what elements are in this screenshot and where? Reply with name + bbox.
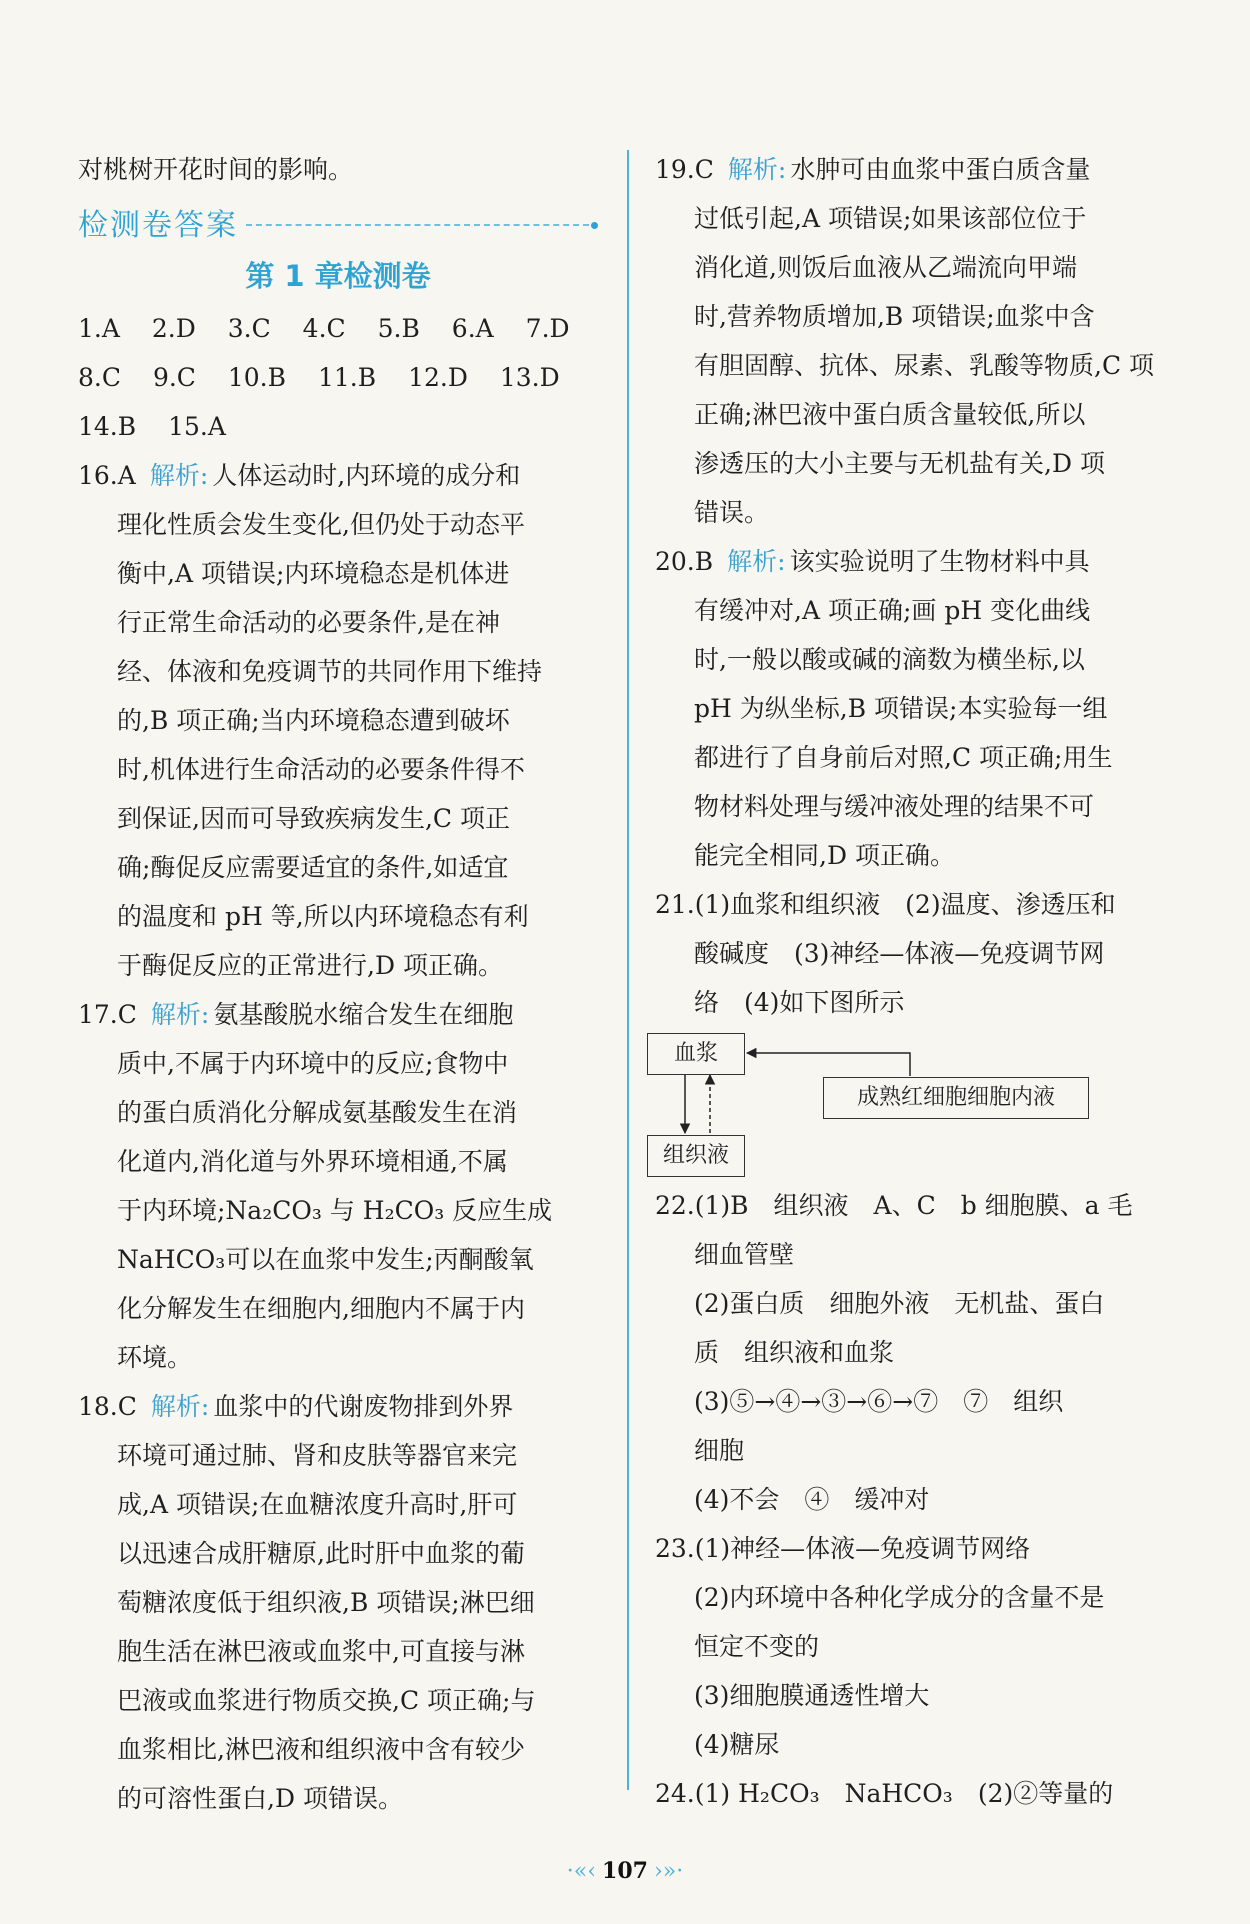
answer-24-head: 24.(1) H₂CO₃ NaHCO₃ (2)②等量的: [655, 1779, 1114, 1808]
answer-text: 萄糖浓度低于组织液,B 项错误;淋巴细: [117, 1588, 535, 1617]
answer-text: 氨基酸脱水缩合发生在细胞: [213, 1000, 514, 1029]
answer-17-head: [78, 990, 598, 1039]
choice-answer: 9.C: [152, 363, 196, 392]
answer-text: 恒定不变的: [694, 1632, 820, 1661]
answer-text: 化道内,消化道与外界环境相通,不属: [117, 1147, 508, 1176]
answer-text: 于内环境;Na₂CO₃ 与 H₂CO₃ 反应生成: [117, 1196, 553, 1225]
answer-text: 的温度和 pH 等,所以内环境稳态有利: [117, 902, 529, 931]
right-chevrons-icon: ›»·: [653, 1859, 684, 1884]
answer-text: 的,B 项正确;当内环境稳态遭到破坏: [117, 706, 510, 735]
answer-text: 正确;淋巴液中蛋白质含量较低,所以: [694, 400, 1086, 429]
choice-answer: 5.B: [377, 314, 420, 343]
analysis-label: 解析:: [727, 155, 787, 184]
answer-text: 的可溶性蛋白,D 项错误。: [117, 1784, 403, 1813]
answer-text: 确;酶促反应需要适宜的条件,如适宜: [117, 853, 509, 882]
analysis-label: 解析:: [727, 547, 786, 576]
answer-20-head: [655, 537, 1175, 586]
answer-text: (4)不会 ④ 缓冲对: [694, 1485, 930, 1514]
answer-text: pH 为纵坐标,B 项错误;本实验每一组: [694, 694, 1108, 723]
answer-18-head: [78, 1382, 598, 1431]
answer-text: 人体运动时,内环境的成分和: [212, 461, 521, 490]
answer-text: 化分解发生在细胞内,细胞内不属于内: [117, 1294, 525, 1323]
answer-text: 细血管壁: [694, 1240, 795, 1269]
section-header: [78, 196, 598, 248]
answer-text: 时,一般以酸或碱的滴数为横坐标,以: [694, 645, 1085, 674]
column-divider: [627, 150, 629, 1790]
answer-text: (3)⑤→④→③→⑥→⑦ ⑦ 组织: [694, 1387, 1064, 1416]
answer-text: 以迅速合成肝糖原,此时肝中血浆的葡: [117, 1539, 525, 1568]
choice-answer: 14.B: [78, 412, 137, 441]
answer-text: 到保证,因而可导致疾病发生,C 项正: [117, 804, 510, 833]
answer-number: 16.A: [78, 461, 136, 490]
answer-text: (4)糖尿: [694, 1730, 780, 1759]
plasma-box: 血浆: [647, 1033, 745, 1075]
answer-text: 能完全相同,D 项正确。: [694, 841, 955, 870]
answer-text: 时,营养物质增加,B 项错误;血浆中含: [694, 302, 1095, 331]
choice-answer: 15.A: [168, 412, 226, 441]
answer-text: 于酶促反应的正常进行,D 项正确。: [117, 951, 503, 980]
choice-row: [78, 353, 598, 402]
choice-answer: 4.C: [302, 314, 346, 343]
choice-row: [78, 304, 598, 353]
answer-text: 环境。: [117, 1343, 193, 1372]
answer-19-head: [655, 145, 1175, 194]
rbc-to-plasma-arrow: [747, 1053, 910, 1076]
chapter-title: 第 1 章检测卷: [245, 259, 431, 293]
fluid-exchange-diagram: [655, 1031, 1175, 1181]
section-dot-icon: [591, 222, 598, 229]
answer-text: 该实验说明了生物材料中具: [789, 547, 1090, 576]
answer-text: 环境可通过肺、肾和皮肤等器官来完: [117, 1441, 518, 1470]
choice-answer: 1.A: [78, 314, 120, 343]
answer-text: 胞生活在淋巴液或血浆中,可直接与淋: [117, 1637, 525, 1666]
answer-text: NaHCO₃可以在血浆中发生;丙酮酸氧: [117, 1245, 534, 1274]
answer-text: 渗透压的大小主要与无机盐有关,D 项: [694, 449, 1105, 478]
section-title: 检测卷答案: [78, 208, 238, 243]
left-column: [78, 145, 598, 1823]
answer-text: 细胞: [694, 1436, 745, 1465]
section-dash-rule: [246, 224, 589, 226]
answer-number: 17.C: [78, 1000, 137, 1029]
page-footer: [0, 1858, 1250, 1884]
answer-text: 都进行了自身前后对照,C 项正确;用生: [694, 743, 1113, 772]
answer-text: 时,机体进行生命活动的必要条件得不: [117, 755, 525, 784]
answer-number: 19.C: [655, 155, 714, 184]
answer-text: 经、体液和免疫调节的共同作用下维持: [117, 657, 543, 686]
choice-answer: 7.D: [525, 314, 570, 343]
choice-answer: 8.C: [78, 363, 121, 392]
answer-text: 巴液或血浆进行物质交换,C 项正确;与: [117, 1686, 536, 1715]
tissue-fluid-box: 组织液: [647, 1135, 745, 1177]
answer-text: 行正常生命活动的必要条件,是在神: [117, 608, 500, 637]
answer-text: 的蛋白质消化分解成氨基酸发生在消: [117, 1098, 518, 1127]
answer-text: (3)细胞膜通透性增大: [694, 1681, 930, 1710]
answer-text: (2)蛋白质 细胞外液 无机盐、蛋白: [694, 1289, 1105, 1318]
answer-number: 20.B: [655, 547, 714, 576]
answer-text: 有缓冲对,A 项正确;画 pH 变化曲线: [694, 596, 1091, 625]
intro-line: 对桃树开花时间的影响。: [78, 155, 354, 184]
answer-22-head: 22.(1)B 组织液 A、C b 细胞膜、a 毛: [655, 1191, 1133, 1220]
answer-text: 络 (4)如下图所示: [694, 988, 905, 1017]
answer-text: 酸碱度 (3)神经—体液—免疫调节网: [694, 939, 1105, 968]
choice-answer: 11.B: [317, 363, 377, 392]
answer-text: 血浆相比,淋巴液和组织液中含有较少: [117, 1735, 525, 1764]
answer-text: 物材料处理与缓冲液处理的结果不可: [694, 792, 1095, 821]
answer-text: 水肿可由血浆中蛋白质含量: [790, 155, 1091, 184]
answer-number: 18.C: [78, 1392, 137, 1421]
answer-text: 质中,不属于内环境中的反应;食物中: [117, 1049, 509, 1078]
answer-16-head: [78, 451, 598, 500]
answer-text: 理化性质会发生变化,但仍处于动态平: [117, 510, 525, 539]
choice-answer: 3.C: [227, 314, 271, 343]
rbc-fluid-box: 成熟红细胞细胞内液: [823, 1077, 1089, 1119]
answer-text: 过低引起,A 项错误;如果该部位位于: [694, 204, 1087, 233]
choice-answer: 10.B: [227, 363, 287, 392]
page-number: 107: [602, 1858, 648, 1884]
answer-text: (2)内环境中各种化学成分的含量不是: [694, 1583, 1105, 1612]
choice-answer: 2.D: [151, 314, 196, 343]
answer-text: 消化道,则饭后血液从乙端流向甲端: [694, 253, 1077, 282]
answer-text: 质 组织液和血浆: [694, 1338, 895, 1367]
choice-answer: 6.A: [451, 314, 494, 343]
answer-text: 成,A 项错误;在血糖浓度升高时,肝可: [117, 1490, 518, 1519]
choice-row: [78, 402, 598, 451]
answer-text: 有胆固醇、抗体、尿素、乳酸等物质,C 项: [694, 351, 1155, 380]
left-chevrons-icon: ·«‹: [566, 1859, 597, 1884]
answer-23-head: 23.(1)神经—体液—免疫调节网络: [655, 1534, 1031, 1563]
choice-answer: 12.D: [408, 363, 468, 392]
answer-21-head: 21.(1)血浆和组织液 (2)温度、渗透压和: [655, 890, 1116, 919]
answer-text: 衡中,A 项错误;内环境稳态是机体进: [117, 559, 510, 588]
choice-answer: 13.D: [499, 363, 560, 392]
answer-text: 血浆中的代谢废物排到外界: [213, 1392, 514, 1421]
analysis-label: 解析:: [149, 461, 209, 490]
analysis-label: 解析:: [150, 1000, 210, 1029]
answer-text: 错误。: [694, 498, 770, 527]
right-column: [655, 145, 1175, 1818]
analysis-label: 解析:: [150, 1392, 210, 1421]
